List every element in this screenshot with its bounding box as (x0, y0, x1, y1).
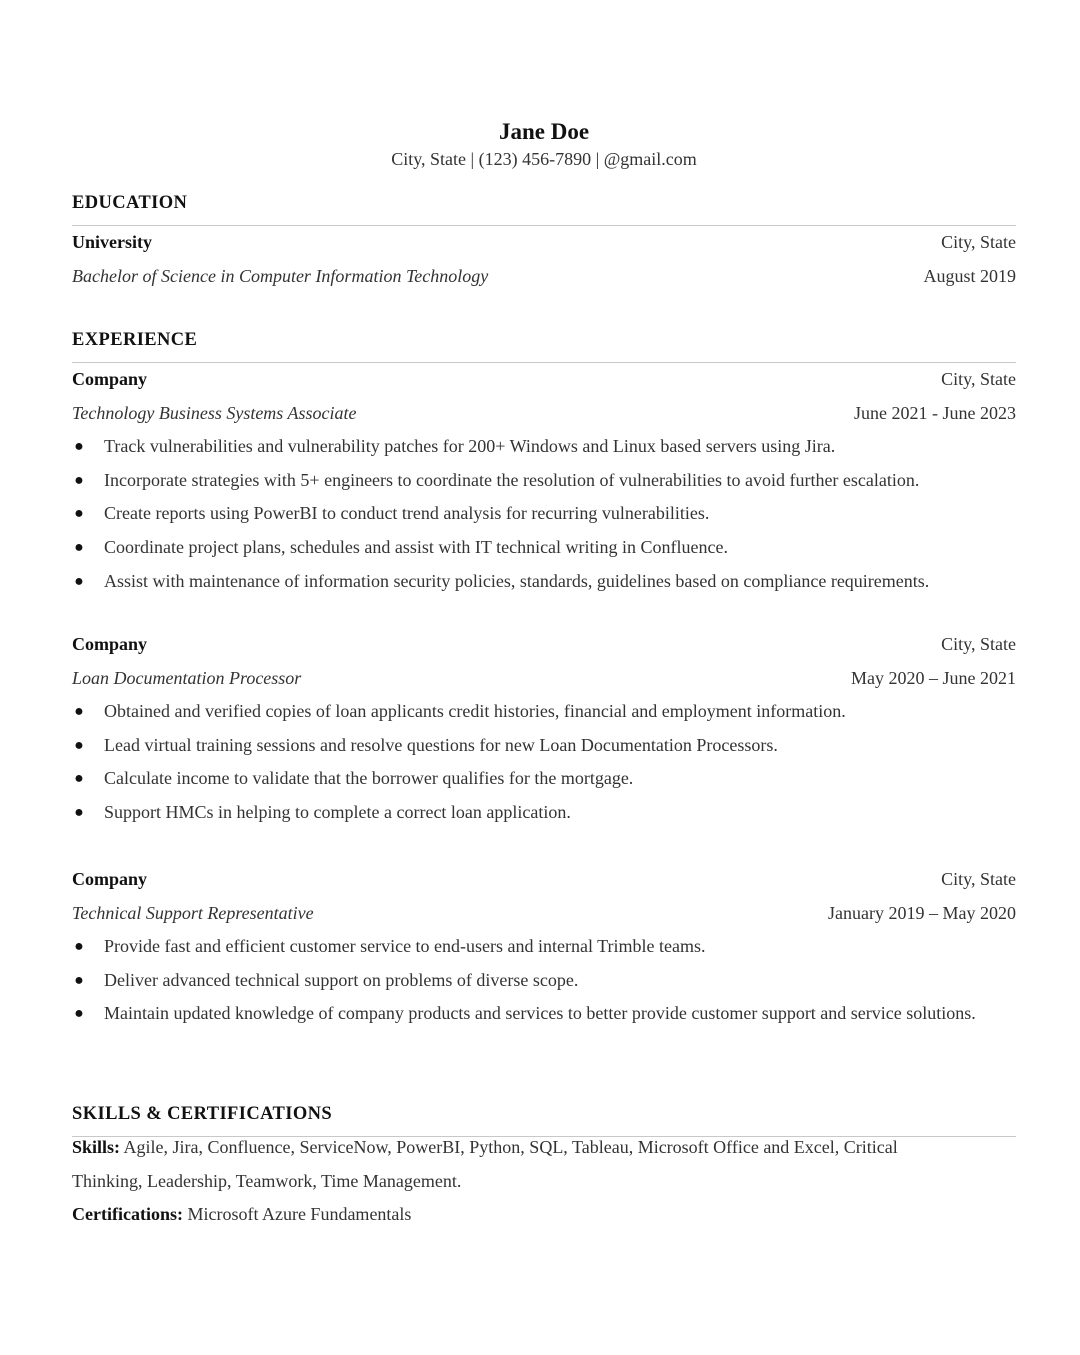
skills-label: Skills: (72, 1137, 121, 1157)
job-bullets (72, 695, 1016, 830)
job-role-row (72, 897, 1016, 931)
skills-text: Agile, Jira, Confluence, ServiceNow, PowerBI, Python, SQL, Tableau, Microsoft Office and Excel, Critical Thinking, Leadership, Teamwork, Time Management. (72, 1137, 898, 1191)
job-company-row (72, 363, 1016, 397)
school-name: University (72, 232, 152, 252)
company-location: City, State (941, 369, 1016, 389)
bullet-item: ● Support HMCs in helping to complete a correct loan application. (72, 796, 1004, 830)
bullet-item: ● Track vulnerabilities and vulnerability patches for 200+ Windows and Linux based servers using Jira. (72, 430, 1004, 464)
bullet-item: ● Incorporate strategies with 5+ engineers to coordinate the resolution of vulnerabilities to avoid further escalation. (72, 464, 1004, 498)
bullet-item: ● Maintain updated knowledge of company products and services to better provide customer support and service solutions. (72, 997, 1004, 1031)
bullet-icon: ● (74, 736, 84, 754)
certifications-text: Microsoft Azure Fundamentals (187, 1204, 412, 1224)
job-entry (72, 363, 1016, 599)
job-title: Technical Support Representative (72, 902, 314, 923)
company-name: Company (72, 369, 148, 389)
bullet-icon: ● (74, 438, 84, 455)
job-role-row (72, 397, 1016, 431)
bullet-icon: ● (74, 539, 84, 557)
company-location: City, State (941, 869, 1016, 889)
bullet-icon: ● (74, 572, 84, 590)
company-name: Company (72, 634, 148, 654)
job-bullets (72, 430, 1016, 599)
job-title: Loan Documentation Processor (72, 667, 302, 688)
candidate-name: Jane Doe (498, 119, 590, 144)
job-dates: January 2019 – May 2020 (828, 902, 1016, 923)
bullet-item: ● Calculate income to validate that the borrower qualifies for the mortgage. (72, 762, 1004, 796)
bullet-item: ● Lead virtual training sessions and resolve questions for new Loan Documentation Processors. (72, 729, 1004, 763)
education-school-row (72, 226, 1016, 260)
job-entry (72, 863, 1016, 1031)
education-degree-row (72, 260, 1016, 294)
job-company-row (72, 863, 1016, 897)
certifications-label: Certifications: (72, 1204, 183, 1224)
job-entry (72, 628, 1016, 830)
bullet-icon: ● (74, 703, 84, 720)
bullet-item: ● Obtained and verified copies of loan applicants credit histories, financial and employment information. (72, 695, 1004, 729)
degree-name: Bachelor of Science in Computer Information Technology (72, 265, 489, 286)
job-bullets (72, 930, 1016, 1031)
certifications-line (72, 1198, 972, 1232)
job-role-row (72, 662, 1016, 696)
bullet-icon: ● (74, 938, 84, 955)
section-title-education: EDUCATION (72, 191, 1016, 226)
job-title: Technology Business Systems Associate (72, 402, 357, 423)
graduation-date: August 2019 (923, 265, 1016, 286)
section-title-experience: EXPERIENCE (72, 328, 1016, 363)
bullet-item: ● Coordinate project plans, schedules and assist with IT technical writing in Confluence. (72, 531, 1004, 565)
company-name: Company (72, 869, 148, 889)
bullet-item: ● Assist with maintenance of information security policies, standards, guidelines based on compliance requirements. (72, 565, 1004, 599)
section-title-skills: SKILLS & CERTIFICATIONS (72, 1102, 1016, 1137)
company-location: City, State (941, 634, 1016, 654)
bullet-icon: ● (74, 770, 84, 788)
resume-header (0, 118, 1080, 171)
job-dates: June 2021 - June 2023 (854, 402, 1016, 423)
bullet-item: ● Create reports using PowerBI to conduct trend analysis for recurring vulnerabilities. (72, 497, 1004, 531)
bullet-icon: ● (74, 1005, 84, 1023)
contact-line: City, State | (123) 456-7890 | @gmail.com (391, 149, 697, 169)
education-section (72, 191, 1016, 293)
bullet-item: ● Deliver advanced technical support on problems of diverse scope. (72, 964, 1004, 998)
bullet-icon: ● (74, 471, 84, 489)
bullet-icon: ● (74, 505, 84, 523)
bullet-item: ● Provide fast and efficient customer service to end-users and internal Trimble teams. (72, 930, 1004, 964)
job-company-row (72, 628, 1016, 662)
bullet-icon: ● (74, 971, 84, 989)
experience-section (72, 328, 1016, 599)
job-dates: May 2020 – June 2021 (851, 667, 1016, 688)
skills-section (72, 1102, 1016, 1232)
bullet-icon: ● (74, 804, 84, 822)
skills-line (72, 1131, 972, 1198)
school-location: City, State (941, 232, 1016, 252)
